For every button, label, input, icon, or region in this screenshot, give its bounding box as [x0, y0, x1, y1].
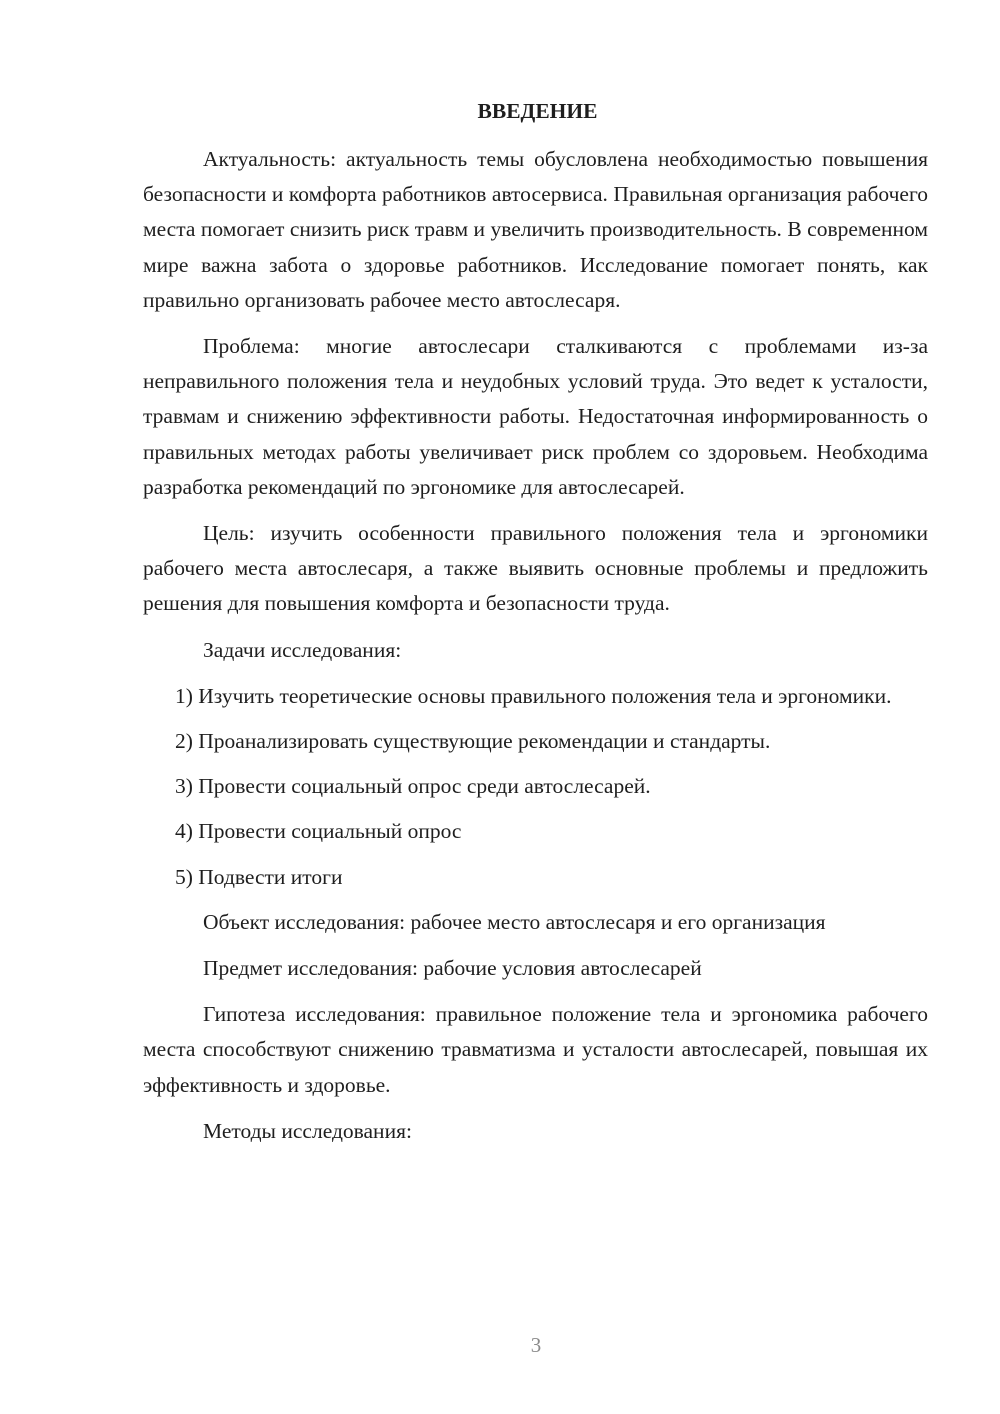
tasks-list — [143, 679, 928, 895]
hypothesis-paragraph: Гипотеза исследования: правильное положение тела и эргономика рабочего места способствуют снижению травматизма и усталости автослесарей, повышая их эффективность и здоровье. — [143, 1002, 928, 1097]
list-item: 2) Проанализировать существующие рекомендации и стандарты. — [175, 729, 771, 754]
methods-heading: Методы исследования: — [203, 1118, 412, 1143]
list-item: 1) Изучить теоретические основы правильного положения тела и эргономики. — [175, 683, 892, 708]
goal-paragraph: Цель: изучить особенности правильного положения тела и эргономики рабочего места автослесаря, а также выявить основные проблемы и предложить решения для повышения комфорта и безопасности труда. — [143, 521, 928, 616]
page-title: ВВЕДЕНИЕ — [477, 99, 598, 123]
subject-paragraph: Предмет исследования: рабочие условия автослесарей — [203, 956, 702, 981]
object-paragraph: Объект исследования: рабочее место автослесаря и его организация — [203, 909, 826, 934]
page-number: 3 — [530, 1333, 542, 1357]
list-item: 4) Провести социальный опрос — [175, 819, 462, 844]
problem-paragraph: Проблема: многие автослесари сталкиваются с проблемами из-за неправильного положения тела и неудобных условий труда. Это ведет к усталости, травмам и снижению эффективности работы. Недостаточная информированность о правильных методах работы увеличивает риск проблем со здоровьем. Необходима разработка рекомендаций по эргономике для автослесарей. — [143, 334, 928, 499]
relevance-paragraph: Актуальность: актуальность темы обусловлена необходимостью повышения безопасности и комфорта работников автосервиса. Правильная организация рабочего места помогает снизить риск травм и увеличить производительность. В современном мире важна забота о здоровье работников. Исследование помогает понять, как правильно организовать рабочее место автослесаря. — [143, 147, 928, 312]
list-item: 5) Подвести итоги — [175, 864, 343, 889]
tasks-heading: Задачи исследования: — [203, 637, 402, 662]
list-item: 3) Провести социальный опрос среди автослесарей. — [175, 774, 651, 799]
document-page — [143, 96, 928, 1160]
